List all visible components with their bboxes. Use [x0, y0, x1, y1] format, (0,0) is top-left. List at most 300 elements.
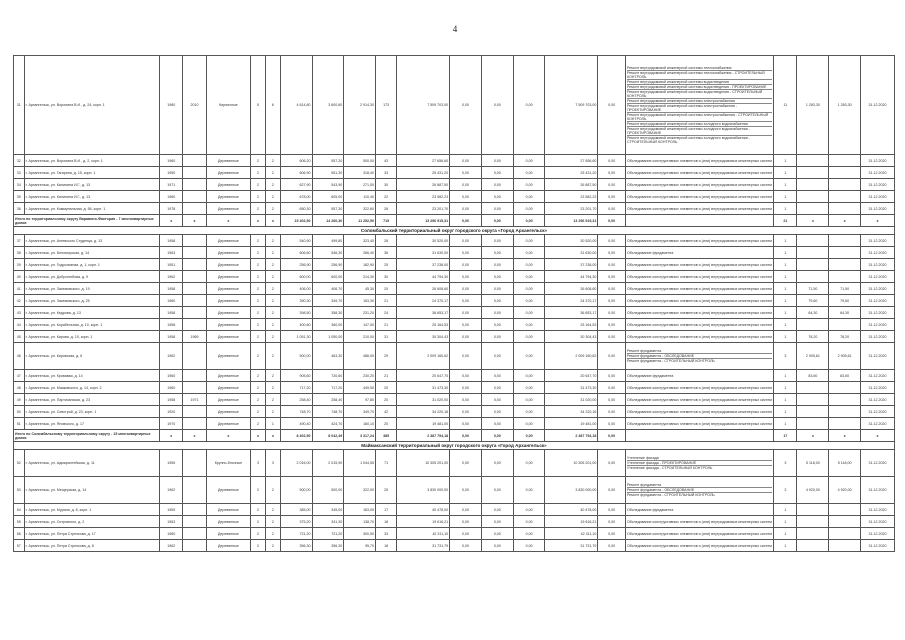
fund-1: 0,00 [450, 528, 482, 540]
work-count: 1 [774, 155, 797, 167]
works-list [625, 247, 773, 259]
cost-owners: 19 616,21 [545, 516, 598, 528]
fund-2: 0,00 [481, 167, 513, 179]
area-total: 678,00 [280, 191, 312, 203]
address: г. Архангельск, ул. Севстрой, д. 23, корп. 1 [24, 406, 160, 418]
deadline: 31.12.2020 [860, 528, 894, 540]
cost: 40 478,00 [397, 504, 450, 516]
cost: 31 473,30 [397, 382, 450, 394]
page-number: 4 [452, 24, 458, 34]
volume-2 [829, 167, 861, 179]
deadline: 31.12.2020 [860, 504, 894, 516]
row-number: 33 [14, 167, 25, 179]
address: г. Архангельск, ул. Яновского, д. 17 [24, 418, 160, 430]
year-built: 1955 [160, 450, 183, 477]
fund-2: 0,00 [481, 370, 513, 382]
work-count: 3 [774, 343, 797, 370]
cost-owners: 20 647,70 [545, 370, 598, 382]
work-item: Ремонт фундамента - ОБСЛЕДОВАНИЕ [627, 353, 772, 358]
area-total: 356,30 [280, 540, 312, 552]
fund-1: 0,00 [450, 370, 482, 382]
fund-3: 0,00 [513, 540, 545, 552]
residents: 71 [376, 450, 397, 477]
fund-3: 0,00 [513, 235, 545, 247]
volume-1 [797, 203, 829, 215]
fund-4: 0,00 [598, 307, 626, 319]
year-built: 1960 [160, 155, 183, 167]
fund-1: 0,00 [450, 247, 482, 259]
volume-1 [797, 540, 829, 552]
row-number: 53 [14, 477, 25, 504]
fund-2: 0,00 [481, 477, 513, 504]
year-renovated [183, 271, 206, 283]
residents: 25 [376, 259, 397, 271]
entrances: 2 [265, 283, 280, 295]
fund-4: 0,00 [598, 191, 626, 203]
work-count: 3 [774, 450, 797, 477]
total-volume-1: x [797, 215, 829, 227]
year-built: 1958 [160, 307, 183, 319]
volume-1 [797, 271, 829, 283]
floors: 2 [251, 504, 266, 516]
year-built: 1962 [160, 271, 183, 283]
fund-1: 0,00 [450, 235, 482, 247]
fund-4: 0,00 [598, 203, 626, 215]
table-row [14, 504, 895, 516]
entrances: 2 [265, 179, 280, 191]
fund-4: 0,00 [598, 504, 626, 516]
year-built: 1963 [160, 247, 183, 259]
cost: 24 370,17 [397, 295, 450, 307]
fund-4: 0,00 [598, 450, 626, 477]
cost: 23 201,70 [397, 203, 450, 215]
works-list [625, 406, 773, 418]
fund-2: 0,00 [481, 283, 513, 295]
residents: 36 [376, 247, 397, 259]
work-count: 1 [774, 191, 797, 203]
fund-3: 0,00 [513, 167, 545, 179]
cost: 31 731,79 [397, 540, 450, 552]
area-total: 600,00 [280, 271, 312, 283]
address: г. Архангельск, ул. Агеевского Студенца, д. 13 [24, 235, 160, 247]
area-total: 627,90 [280, 179, 312, 191]
cost-owners: 30 304,43 [545, 331, 598, 343]
district-heading-row [14, 442, 895, 450]
work-count: 3 [774, 477, 797, 504]
area-living: 499,80 [312, 235, 344, 247]
year-renovated [183, 319, 206, 331]
area-total: 256,90 [280, 259, 312, 271]
deadline: 31.12.2020 [860, 477, 894, 504]
cost-owners: 2 009 160,62 [545, 343, 598, 370]
fund-3: 0,00 [513, 283, 545, 295]
cost: 19 616,21 [397, 516, 450, 528]
work-item: Ремонт внутридомовой инженерной системы теплоснабжения - СТРОИТЕЛЬНЫЙ КОНТРОЛЬ [627, 70, 772, 79]
year-renovated [183, 540, 206, 552]
works-list [625, 370, 773, 382]
work-item: Обследование фундамента [626, 373, 674, 378]
area-common: 271,00 [344, 179, 376, 191]
floors: 2 [251, 283, 266, 295]
table-row [14, 167, 895, 179]
total-fund-2: 0,00 [481, 430, 513, 442]
fund-4: 0,00 [598, 235, 626, 247]
total-fund-3: 0,00 [513, 430, 545, 442]
district-heading-row [14, 227, 895, 235]
fund-2: 0,00 [481, 179, 513, 191]
residents: 30 [376, 179, 397, 191]
work-item: Обследование конструктивных элементов и (или) внутридомовых инженерных систем [626, 334, 772, 339]
entrances: 2 [265, 259, 280, 271]
year-renovated [183, 406, 206, 418]
area-common: 266,40 [344, 247, 376, 259]
work-item: Обследование конструктивных элементов и (или) внутридомовых инженерных систем [626, 170, 772, 175]
fund-3: 0,00 [513, 370, 545, 382]
area-living: 349,70 [312, 295, 344, 307]
fund-1: 0,00 [450, 418, 482, 430]
work-item: Обследование конструктивных элементов и (или) внутридомовых инженерных систем [626, 322, 772, 327]
cost-owners: 40 478,00 [545, 504, 598, 516]
address: г. Архангельск, ул. Мурина, д. 8, корп. 1 [24, 504, 160, 516]
area-common: 231,20 [344, 307, 376, 319]
residents: 31 [376, 331, 397, 343]
volume-1 [797, 247, 829, 259]
fund-1: 0,00 [450, 155, 482, 167]
fund-2: 0,00 [481, 319, 513, 331]
fund-4: 0,00 [598, 370, 626, 382]
deadline: 31.12.2020 [860, 382, 894, 394]
volume-2: 79,60 [829, 295, 861, 307]
address: г. Архангельск, ул. Петра Стрелкова, д. 17 [24, 528, 160, 540]
works-list [625, 307, 773, 319]
year-renovated [183, 259, 206, 271]
total-fund-2: 0,00 [481, 215, 513, 227]
year-built: 1963 [160, 516, 183, 528]
area-living: 345,00 [312, 504, 344, 516]
total-work-count: 17 [774, 430, 797, 442]
cost: 42 311,10 [397, 528, 450, 540]
row-number: 35 [14, 191, 25, 203]
work-count: 1 [774, 295, 797, 307]
volume-1 [797, 259, 829, 271]
work-count: 1 [774, 283, 797, 295]
cost: 34 220,16 [397, 406, 450, 418]
area-total: 500,00 [280, 343, 312, 370]
deadline: 31.12.2020 [860, 406, 894, 418]
wall-material: Деревянные [206, 259, 250, 271]
total-area-common: 3 317,24 [344, 430, 376, 442]
area-living: 356,30 [312, 540, 344, 552]
entrances: 2 [265, 271, 280, 283]
year-renovated [183, 504, 206, 516]
total-fund-1: 0,00 [450, 430, 482, 442]
cost-owners: 7 509 703,00 [545, 56, 598, 155]
entrances: 2 [265, 382, 280, 394]
year-renovated [183, 235, 206, 247]
year-built: 1970 [160, 418, 183, 430]
fund-3: 0,00 [513, 271, 545, 283]
total-area-living: 14 260,30 [312, 215, 344, 227]
table-row [14, 271, 895, 283]
year-renovated [183, 382, 206, 394]
volume-2: 5 118,00 [829, 450, 861, 477]
total-placeholder: x [265, 430, 280, 442]
row-number: 57 [14, 540, 25, 552]
total-placeholder: x [160, 215, 183, 227]
area-common: 97,80 [344, 394, 376, 406]
area-common: 147,00 [344, 319, 376, 331]
residents: 24 [376, 307, 397, 319]
year-renovated [183, 203, 206, 215]
work-item: Обследование конструктивных элементов и (или) внутридомовых инженерных систем [626, 310, 772, 315]
wall-material: Деревянные [206, 406, 250, 418]
area-living: 360,00 [312, 319, 344, 331]
area-total: 385,00 [280, 504, 312, 516]
volume-2: 83,60 [829, 370, 861, 382]
address: г. Архангельск, ул. Коммунальная, д. 56, корп. 1 [24, 203, 160, 215]
row-number: 50 [14, 406, 25, 418]
volume-1: 78,20 [797, 331, 829, 343]
area-living: 600,00 [312, 271, 344, 283]
total-placeholder: x [265, 215, 280, 227]
fund-3: 0,00 [513, 450, 545, 477]
fund-1: 0,00 [450, 283, 482, 295]
fund-3: 0,00 [513, 203, 545, 215]
works-list [625, 504, 773, 516]
cost: 30 520,00 [397, 235, 450, 247]
total-area-total: 15 402,50 [280, 215, 312, 227]
year-renovated [183, 155, 206, 167]
cost: 30 304,43 [397, 331, 450, 343]
works-list [625, 343, 773, 370]
floors: 2 [251, 528, 266, 540]
work-count: 1 [774, 540, 797, 552]
address: г. Архангельск, ул. Кедрова, д. 13 [24, 307, 160, 319]
work-count: 1 [774, 406, 797, 418]
fund-1: 0,00 [450, 331, 482, 343]
volume-1 [797, 504, 829, 516]
deadline: 31.12.2020 [860, 259, 894, 271]
fund-1: 0,00 [450, 271, 482, 283]
year-built: 1962 [160, 343, 183, 370]
deadline: 31.12.2020 [860, 167, 894, 179]
entrances: 2 [265, 504, 280, 516]
area-total: 721,20 [280, 528, 312, 540]
cost: 19 481,00 [397, 418, 450, 430]
volume-2: 64,30 [829, 307, 861, 319]
entrances: 3 [265, 450, 280, 477]
area-total: 606,20 [280, 155, 312, 167]
fund-3: 0,00 [513, 406, 545, 418]
total-deadline: x [860, 430, 894, 442]
cost-owners: 31 473,30 [545, 382, 598, 394]
work-count: 1 [774, 394, 797, 406]
area-total: 606,90 [280, 167, 312, 179]
entrances: 2 [265, 528, 280, 540]
area-total: 606,60 [280, 247, 312, 259]
year-built: 1950 [160, 167, 183, 179]
fund-3: 0,00 [513, 259, 545, 271]
table-row [14, 528, 895, 540]
cost-owners: 34 220,16 [545, 406, 598, 418]
residents: 20 [376, 394, 397, 406]
area-common: 163,00 [344, 504, 376, 516]
wall-material: Деревянные [206, 331, 250, 343]
row-number: 54 [14, 504, 25, 516]
fund-3: 0,00 [513, 179, 545, 191]
area-total: 540,90 [280, 235, 312, 247]
cost: 31 020,00 [397, 394, 450, 406]
work-item: Ремонт внутридомовой инженерной системы электроснабжения - СТРОИТЕЛЬНЫЙ КОНТРОЛЬ [627, 112, 772, 121]
area-total: 406,00 [280, 283, 312, 295]
total-cost: 2 387 794,18 [397, 430, 450, 442]
row-number: 46 [14, 343, 25, 370]
volume-2 [829, 504, 861, 516]
area-common: 95,70 [344, 540, 376, 552]
total-deadline: x [860, 215, 894, 227]
table-row [14, 155, 895, 167]
works-list [625, 450, 773, 477]
total-works [625, 430, 773, 442]
work-item: Обследование конструктивных элементов и (или) внутридомовых инженерных систем [626, 158, 772, 163]
district-heading: Маймаксанский территориальный округ городского округа «Город Архангельск» [14, 442, 895, 450]
cost-owners: 19 481,00 [545, 418, 598, 430]
work-count: 1 [774, 167, 797, 179]
repair-program-table [13, 55, 895, 552]
work-count: 1 [774, 370, 797, 382]
fund-3: 0,00 [513, 516, 545, 528]
work-count: 1 [774, 259, 797, 271]
work-item: Ремонт внутридомовой инженерной системы холодного водоснабжения - СТРОИТЕЛЬНЫЙ КОНТРОЛЬ [627, 135, 772, 144]
table-row [14, 406, 895, 418]
work-item: Обследование конструктивных элементов и (или) внутридомовых инженерных систем [626, 298, 772, 303]
entrances: 2 [265, 406, 280, 418]
area-total: 2 016,00 [280, 450, 312, 477]
row-number: 48 [14, 382, 25, 394]
wall-material: Деревянные [206, 528, 250, 540]
table-row [14, 191, 895, 203]
year-renovated [183, 307, 206, 319]
cost-owners: 31 630,00 [545, 247, 598, 259]
year-built: 1978 [160, 203, 183, 215]
address: г. Архангельск, ул. Кровавая, д. 14 [24, 370, 160, 382]
area-total: 650,30 [280, 203, 312, 215]
fund-1: 0,00 [450, 343, 482, 370]
area-living: 424,70 [312, 418, 344, 430]
total-residents: 715 [376, 215, 397, 227]
volume-1: 4 920,00 [797, 477, 829, 504]
fund-1: 0,00 [450, 307, 482, 319]
table-row [14, 418, 895, 430]
volume-2 [829, 203, 861, 215]
total-residents: 385 [376, 430, 397, 442]
year-built: 1920 [160, 406, 183, 418]
year-renovated [183, 343, 206, 370]
area-common: 300,50 [344, 528, 376, 540]
address: г. Архангельск, ул. Маяковского, д. 14, корп. 2 [24, 382, 160, 394]
cost: 2 009 160,62 [397, 343, 450, 370]
cost-owners: 31 731,79 [545, 540, 598, 552]
deadline: 31.12.2020 [860, 343, 894, 370]
year-renovated: 1971 [183, 394, 206, 406]
row-number: 37 [14, 235, 25, 247]
works-list [625, 259, 773, 271]
entrances: 6 [265, 56, 280, 155]
fund-4: 0,00 [598, 540, 626, 552]
floors: 2 [251, 191, 266, 203]
work-item: Утепление фасада [626, 456, 659, 460]
work-item: Обследование фундамента [626, 250, 674, 255]
volume-1 [797, 319, 829, 331]
area-common: 500,00 [344, 155, 376, 167]
wall-material: Деревянные [206, 319, 250, 331]
volume-2 [829, 271, 861, 283]
fund-1: 0,00 [450, 477, 482, 504]
floors: 2 [251, 271, 266, 283]
address: г. Архангельск, ул. Беломорская, д. 14 [24, 247, 160, 259]
fund-4: 0,00 [598, 167, 626, 179]
fund-2: 0,00 [481, 382, 513, 394]
work-count: 1 [774, 203, 797, 215]
floors: 2 [251, 179, 266, 191]
cost: 25 164,53 [397, 319, 450, 331]
fund-1: 0,00 [450, 504, 482, 516]
table-row [14, 394, 895, 406]
year-renovated: 1969 [183, 331, 206, 343]
table-row [14, 295, 895, 307]
area-common: 486,00 [344, 343, 376, 370]
area-common: 318,40 [344, 167, 376, 179]
work-item: Ремонт внутридомовой инженерной системы водоотведения - СТРОИТЕЛЬНЫЙ КОНТРОЛЬ [627, 89, 772, 98]
address: г. Архангельск, ул. Партизанская, д. 23 [24, 394, 160, 406]
area-living: 557,30 [312, 203, 344, 215]
year-renovated [183, 516, 206, 528]
cost: 26 608,60 [397, 283, 450, 295]
entrances: 2 [265, 307, 280, 319]
deadline: 31.12.2020 [860, 295, 894, 307]
fund-2: 0,00 [481, 247, 513, 259]
address: г. Архангельск, ул. Закемовского, д. 19 [24, 283, 160, 295]
work-item: Ремонт внутридомовой инженерной системы холодного водоснабжения [627, 121, 772, 126]
entrances: 2 [265, 394, 280, 406]
deadline: 31.12.2020 [860, 394, 894, 406]
total-placeholder: x [251, 430, 266, 442]
table-row [14, 247, 895, 259]
works-list [625, 56, 773, 155]
year-renovated [183, 247, 206, 259]
fund-2: 0,00 [481, 203, 513, 215]
area-living: 406,70 [312, 283, 344, 295]
entrances: 2 [265, 203, 280, 215]
works-list [625, 477, 773, 504]
wall-material: Деревянные [206, 307, 250, 319]
address: г. Архангельск, ул. Кирова, д. 10, корп. 1 [24, 331, 160, 343]
works-list [625, 191, 773, 203]
floors: 2 [251, 307, 266, 319]
total-cost: 13 296 915,31 [397, 215, 450, 227]
residents: 20 [376, 283, 397, 295]
area-living: 720,60 [312, 370, 344, 382]
table-row [14, 331, 895, 343]
work-item: Обследование конструктивных элементов и (или) внутридомовых инженерных систем [626, 194, 772, 199]
total-fund-4: 0,00 [598, 430, 626, 442]
fund-1: 0,00 [450, 450, 482, 477]
fund-3: 0,00 [513, 394, 545, 406]
work-count: 1 [774, 179, 797, 191]
area-common: 2 914,30 [344, 56, 376, 155]
volume-1: 64,30 [797, 307, 829, 319]
volume-1: 71,50 [797, 283, 829, 295]
